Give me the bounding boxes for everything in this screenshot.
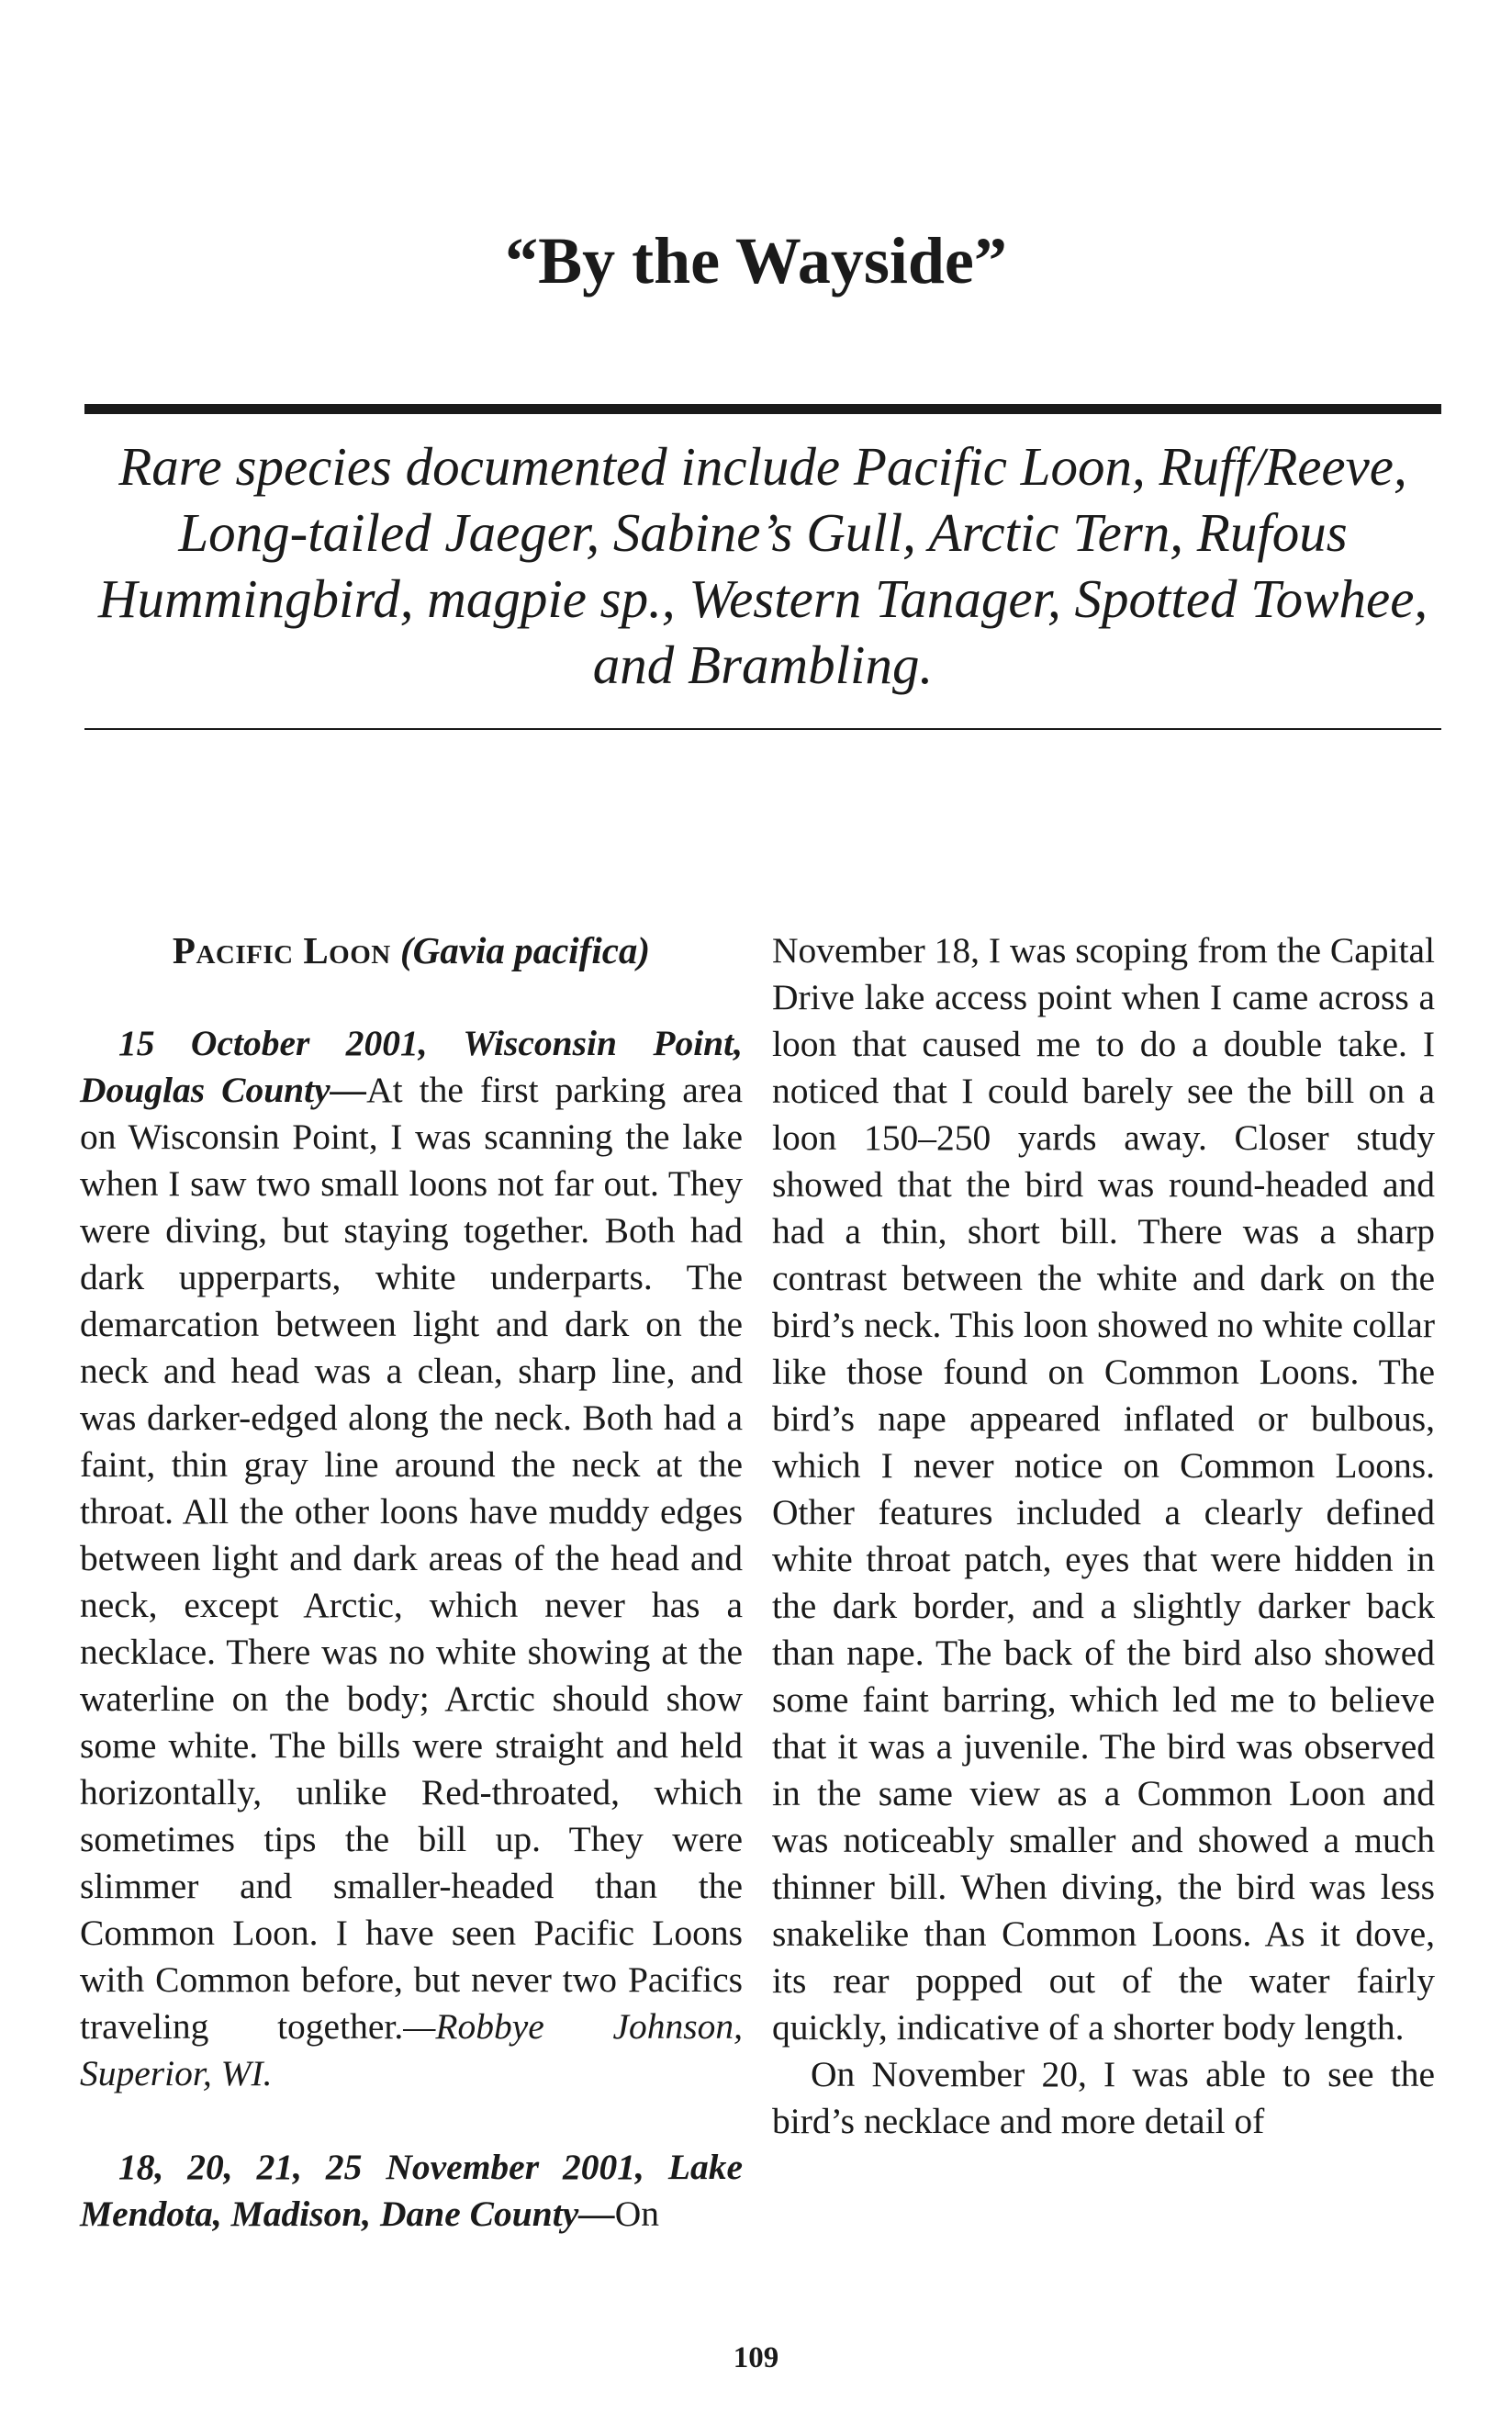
species-common-name: Pacific Loon	[172, 929, 391, 971]
entry-paragraph	[80, 2144, 743, 2238]
entry-paragraph-continued: November 18, I was scoping from the Capital Drive lake access point when I came across a loon that caused me to do a double take. I noticed that I could barely see the bill on a loon 150–250 yards away. Closer study showed that the bird was round-headed and had a thin, short bill. There was a sharp contrast between the white and dark on the bird’s neck. This loon showed no white collar like those found on Common Loons. The bird’s nape appeared inflated or bulbous, which I never notice on Common Loons. Other features included a clearly defined white throat patch, eyes that were hidden in the dark border, and a slightly darker back than nape. The back of the bird also showed some faint barring, which led me to believe that it was a juvenile. The bird was observed in the same view as a Common Loon and was noticeably smaller and showed a much thinner bill. When diving, the bird was less snakelike than Common Loons. As it dove, its rear popped out of the water fairly quickly, indicative of a shorter body length.	[772, 930, 1435, 2048]
article-title: “By the Wayside”	[505, 224, 1007, 297]
article-abstract: Rare species documented include Pacific Loon, Ruff/Reeve, Long-tailed Jaeger, Sabine’s Gull, Arctic Tern, Rufous Hummingbird, magpie sp., Western Tanager, Spotted Towhee, and Brambling.	[97, 436, 1428, 695]
left-column	[80, 927, 743, 2238]
entry-paragraph: On November 20, I was able to see the bird’s necklace and more detail of	[772, 2054, 1435, 2141]
page-number: 109	[733, 2341, 779, 2374]
abstract-rule	[84, 728, 1441, 730]
right-column	[772, 927, 1435, 2145]
entry-text: On	[614, 2194, 660, 2234]
title-rule	[84, 404, 1441, 414]
entry-signature: —Robbye Johnson, Superior, WI.	[80, 2006, 743, 2093]
entry-heading: 18, 20, 21, 25 November 2001, Lake Mendota, Madison, Dane County—	[80, 2147, 743, 2234]
species-heading	[80, 927, 743, 974]
species-scientific-name: (Gavia pacifica)	[399, 929, 651, 971]
entry-paragraph	[80, 1020, 743, 2097]
entry-heading: 15 October 2001, Wisconsin Point, Douglas County—	[80, 1023, 743, 1110]
entry-text: At the first parking area on Wisconsin Point, I was scanning the lake when I saw two small loons not far out. They were diving, but staying together. Both had dark upperparts, white underparts. The demarcation between light and dark on the neck and head was a clean, sharp line, and was darker-edged along the neck. Both had a faint, thin gray line around the neck at the throat. All the other loons have muddy edges between light and dark areas of the head and neck, except Arctic, which never has a necklace. There was no white showing at the waterline on the body; Arctic should show some white. The bills were straight and held horizontally, unlike Red-throated, which sometimes tips the bill up. They were slimmer and smaller-headed than the Common Loon. I have seen Pacific Loons with Common before, but never two Pacifics traveling together.	[80, 1070, 744, 2047]
